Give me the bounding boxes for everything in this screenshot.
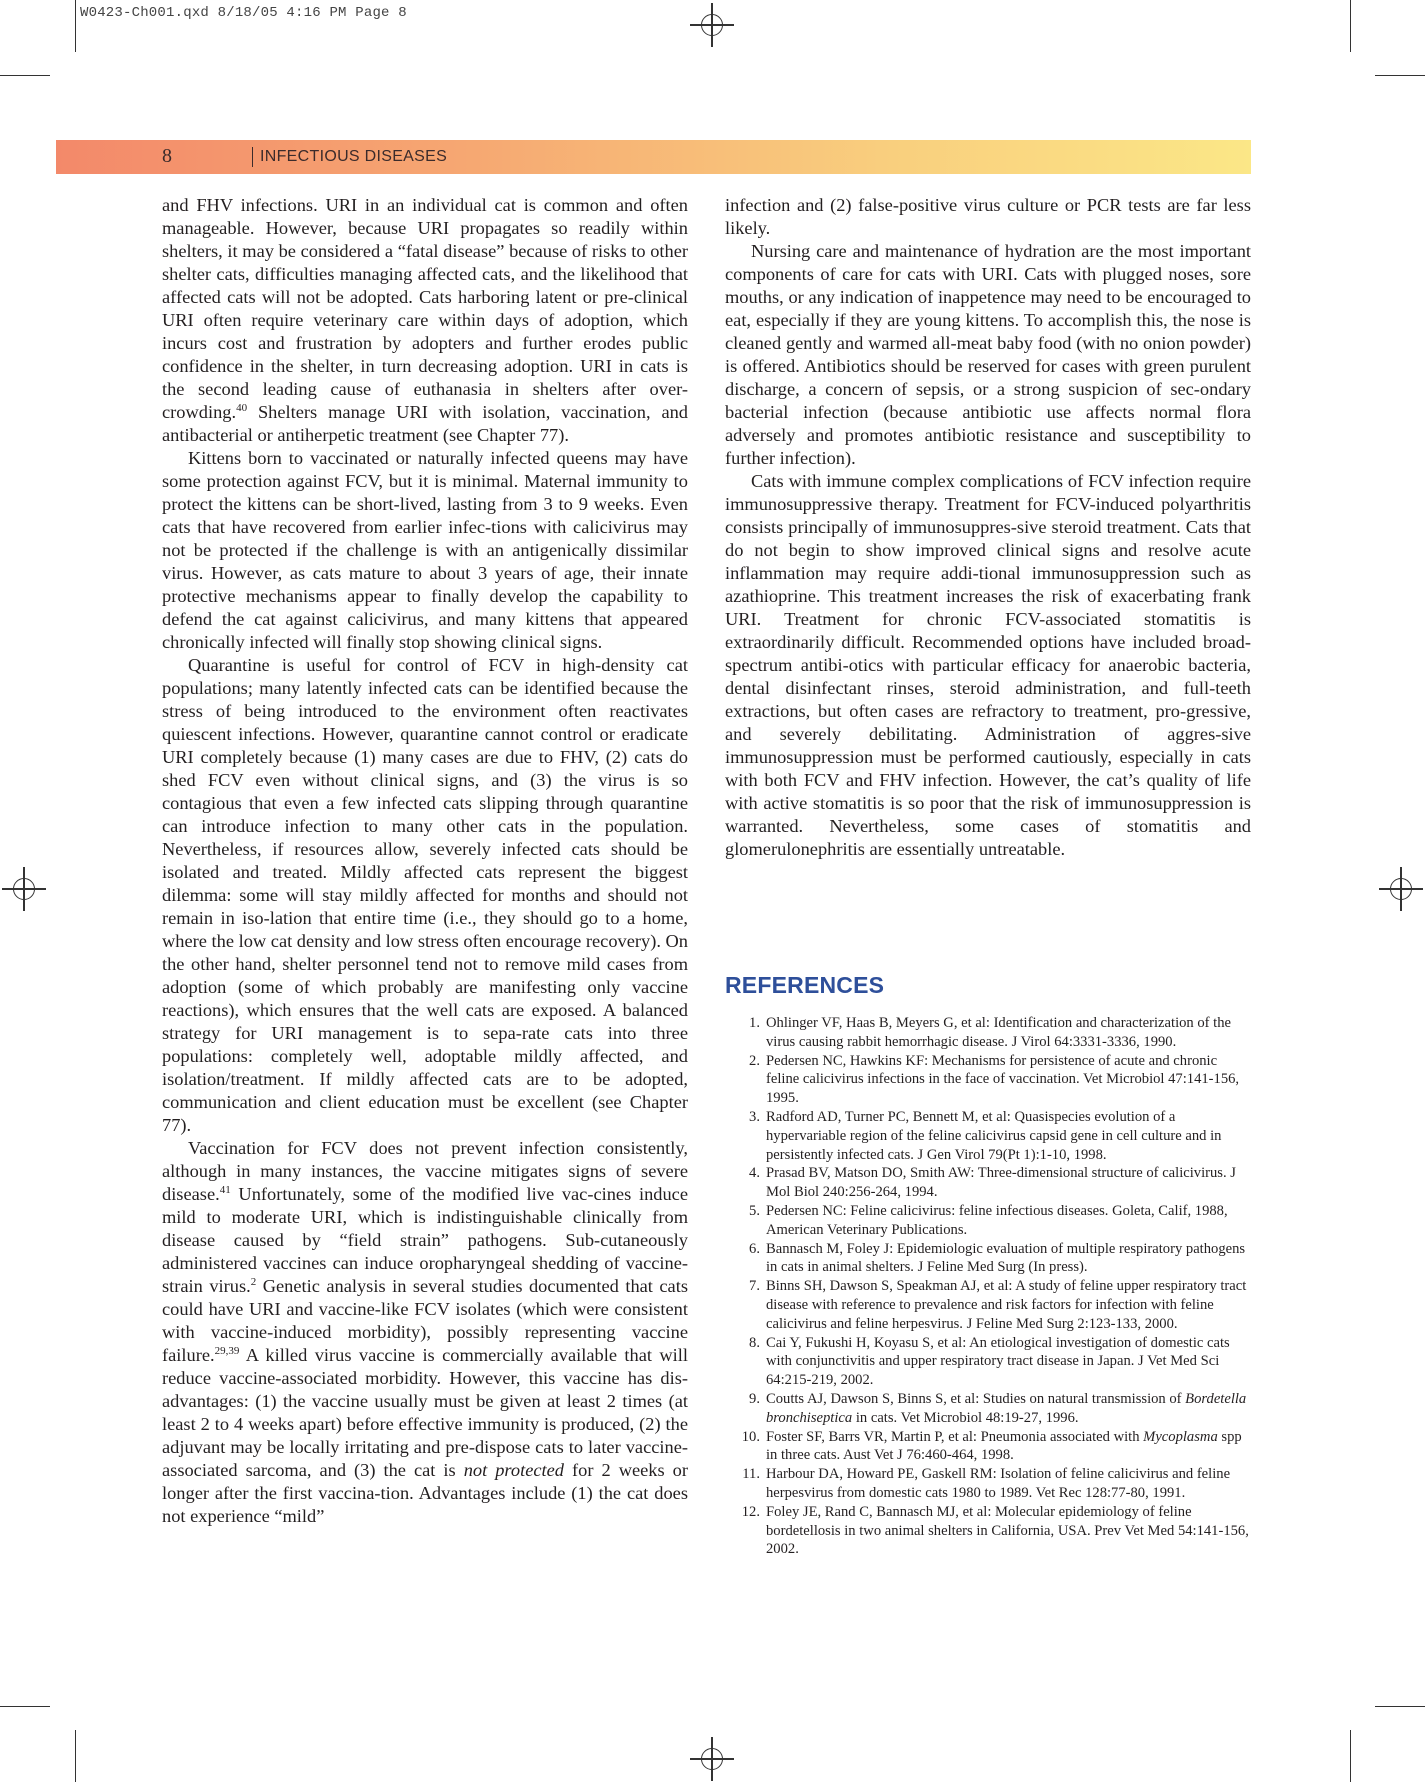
crop-mark xyxy=(0,1706,50,1707)
crop-mark xyxy=(75,1730,76,1782)
running-head-band xyxy=(56,140,1251,174)
paragraph: Kittens born to vaccinated or naturally infected queens may have some protection against FCV, but it is minimal. Maternal immunity to protect the kittens can be short-lived, lasting from 3 to 9 weeks. Even cats that have recovered from earlier infec-tions with calicivirus may not be protected if the challenge is with an antigenically dissimilar virus. However, as cats mature to about 3 years of age, their innate protective mechanisms appear to finally develop the capability to defend the cat against calicivirus, and many kittens that appeared chronically infected will finally stop showing clinical signs. xyxy=(162,448,688,652)
left-column xyxy=(162,194,688,1528)
crop-mark xyxy=(75,0,76,52)
reference-item: 2. Pedersen NC, Hawkins KF: Mechanisms for persistence of acute and chronic feline calicivirus infections in the face of vaccination. Vet Microbiol 47:141-156, 1995. xyxy=(749,1052,1240,1107)
reference-item: 3. Radford AD, Turner PC, Bennett M, et al: Quasispecies evolution of a hypervariable region of the feline calicivirus capsid gene in cell culture and in persistently infected cats. J Gen Virol 79(Pt 1):1-10, 1998. xyxy=(749,1108,1222,1163)
crop-mark xyxy=(1375,1706,1425,1707)
paragraph: infection and (2) false-positive virus culture or PCR tests are far less likely. xyxy=(725,195,1251,238)
reference-item: 1. Ohlinger VF, Haas B, Meyers G, et al: Identification and characterization of the virus causing rabbit hemorrhagic disease. J Virol 64:3331-3336, 1990. xyxy=(749,1015,1231,1050)
reference-item: 7. Binns SH, Dawson S, Speakman AJ, et al: A study of feline upper respiratory tract disease with reference to prevalence and risk factors for infection with feline calicivirus and feline herpesvirus. J Feline Med Surg 2:123-133, 2000. xyxy=(749,1278,1247,1332)
reference-item: 6. Bannasch M, Foley J: Epidemiologic evaluation of multiple respiratory pathogens in cats in animal shelters. J Feline Med Surg (In press). xyxy=(749,1240,1246,1276)
reference-item: 9. Coutts AJ, Dawson S, Binns S, et al: Studies on natural transmission of Bordetella bronchiseptica in cats. Vet Microbiol 48:19-27, 1996. xyxy=(749,1390,1247,1426)
file-slug: W0423-Ch001.qxd 8/18/05 4:16 PM Page 8 xyxy=(80,5,407,21)
right-column xyxy=(725,194,1251,861)
registration-mark-top xyxy=(690,3,734,47)
crop-mark xyxy=(1350,0,1351,52)
page-number: 8 xyxy=(162,145,172,167)
reference-item: 10. Foster SF, Barrs VR, Martin P, et al: Pneumonia associated with Mycoplasma spp in three cats. Aust Vet J 76:460-464, 1998. xyxy=(741,1428,1242,1464)
registration-mark-right xyxy=(1379,867,1423,911)
paragraph: Vaccination for FCV does not prevent infection consistently, although in many instances, the vaccine mitigates signs of severe disease.$^{41}$ Unfortunately, some of the modified live vac-cines induce mild to moderate URI, which is indistinguishable clinically from disease caused by “field strain” pathogens. Sub-cutaneously administered vaccines can induce oropharyngeal shedding of vaccine-strain virus.$^2$ Genetic analysis in several studies documented that cats could have URI and vaccine-like FCV isolates (which were consistent with vaccine-induced morbidity), possibly representing vaccine failure.$^{29,39}$ A killed virus vaccine is commercially available that will reduce vaccine-associated morbidity. However, this vaccine has dis-advantages: (1) the vaccine usually must be given at least 2 times (at least 2 to 4 weeks apart) before effective immunity is produced, (2) the adjuvant may be locally irritating and pre-dispose cats to later vaccine-associated sarcoma, and (3) the cat is not protected for 2 weeks or longer after the first vaccina-tion. Advantages include (1) the cat does not experience “mild” xyxy=(162,1138,688,1526)
references-heading: REFERENCES xyxy=(725,972,885,998)
references-list xyxy=(740,1014,1252,1559)
registration-mark-bottom xyxy=(690,1737,734,1781)
crop-mark xyxy=(1375,75,1425,76)
reference-item: 8. Cai Y, Fukushi H, Koyasu S, et al: An etiological investigation of domestic cats with conjunctivitis and upper respiratory tract disease in Japan. J Vet Med Sci 64:215-219, 2002. xyxy=(749,1334,1230,1389)
running-head-title: INFECTIOUS DISEASES xyxy=(260,148,448,165)
paragraph: Nursing care and maintenance of hydration are the most important components of care for cats with URI. Cats with plugged noses, sore mouths, or any indication of inappetence may need to be encouraged to eat, especially if they are young kittens. To accomplish this, the nose is cleaned gently and warmed all-meat baby food (with no onion powder) is offered. Antibiotics should be reserved for cases with green purulent discharge, a concern of sepsis, or a strong suspicion of sec-ondary bacterial infection (because antibiotic use affects normal flora adversely and promotes antibiotic resistance and susceptibility to further infection). xyxy=(725,241,1251,468)
crop-mark xyxy=(1350,1730,1351,1782)
crop-mark xyxy=(0,75,50,76)
reference-item: 4. Prasad BV, Matson DO, Smith AW: Three-dimensional structure of calicivirus. J Mol Biol 240:256-264, 1994. xyxy=(749,1165,1236,1201)
reference-item: 5. Pedersen NC: Feline calicivirus: feline infectious diseases. Goleta, Calif, 1988, American Veterinary Publications. xyxy=(749,1202,1228,1238)
paragraph: and FHV infections. URI in an individual cat is common and often manageable. However, because URI propagates so readily within shelters, it may be considered a “fatal disease” because of risks to other shelter cats, difficulties managing affected cats, and the likelihood that affected cats will not be adopted. Cats harboring latent or pre-clinical URI often require veterinary care within days of adoption, which incurs cost and frustration by adopters and further erodes public confidence in the shelter, in turn decreasing adoption. URI in cats is the second leading cause of euthanasia in shelters after over-crowding.$^{40}$ Shelters manage URI with isolation, vaccination, and antibacterial or antiherpetic treatment (see Chapter 77). xyxy=(162,195,688,445)
paragraph: Cats with immune complex complications of FCV infection require immunosuppressive therapy. Treatment for FCV-induced polyarthritis consists principally of immunosuppres-sive steroid treatment. Cats that do not begin to show improved clinical signs and resolve acute inflammation may require addi-tional immunosuppression such as azathioprine. This treatment increases the risk of exacerbating frank URI. Treatment for chronic FCV-associated stomatitis is extraordinarily difficult. Recommended options have included broad-spectrum antibi-otics with particular efficacy for anaerobic bacteria, dental disinfectant rinses, steroid administration, and full-teeth extractions, but often cases are refractory to treatment, pro-gressive, and severely debilitating. Administration of aggres-sive immunosuppression must be performed cautiously, especially in cats with both FCV and FHV infection. However, the cat’s quality of life with active stomatitis is so poor that the risk of immunosuppression is warranted. Nevertheless, some cases of stomatitis and glomerulonephritis are essentially untreatable. xyxy=(725,471,1251,859)
registration-mark-left xyxy=(2,867,46,911)
paragraph: Quarantine is useful for control of FCV in high-density cat populations; many latently infected cats can be identified because the stress of being introduced to the environment often reactivates quiescent infections. However, quarantine cannot control or eradicate URI completely because (1) many cases are due to FHV, (2) cats do shed FCV even without clinical signs, and (3) the virus is so contagious that even a few infected cats slipping through quarantine can introduce infection to many other cats in the population. Nevertheless, if resources allow, severely infected cats should be isolated and treated. Mildly affected cats represent the biggest dilemma: some will stay mildly affected for months and should not remain in iso-lation that entire time (i.e., they should go to a home, where the low cat density and low stress often encourage recovery). On the other hand, shelter personnel tend not to remove mild cases from adoption (some of which probably are manifesting only vaccine reactions), which ensures that the well cats are exposed. A balanced strategy for URI management is to sepa-rate cats into three populations: completely well, adoptable mildly affected, and isolation/treatment. If mildly affected cats are to be adopted, communication and client education must be excellent (see Chapter 77). xyxy=(162,655,688,1135)
reference-item: 11. Harbour DA, Howard PE, Gaskell RM: Isolation of feline calicivirus and feline herpesvirus from domestic cats 1980 to 1989. Vet Rec 128:77-80, 1991. xyxy=(742,1466,1231,1501)
running-head-divider xyxy=(252,147,253,167)
reference-item: 12. Foley JE, Rand C, Bannasch MJ, et al: Molecular epidemiology of feline bordetellosis in two animal shelters in California, USA. Prev Vet Med 54:141-156, 2002. xyxy=(741,1503,1249,1558)
